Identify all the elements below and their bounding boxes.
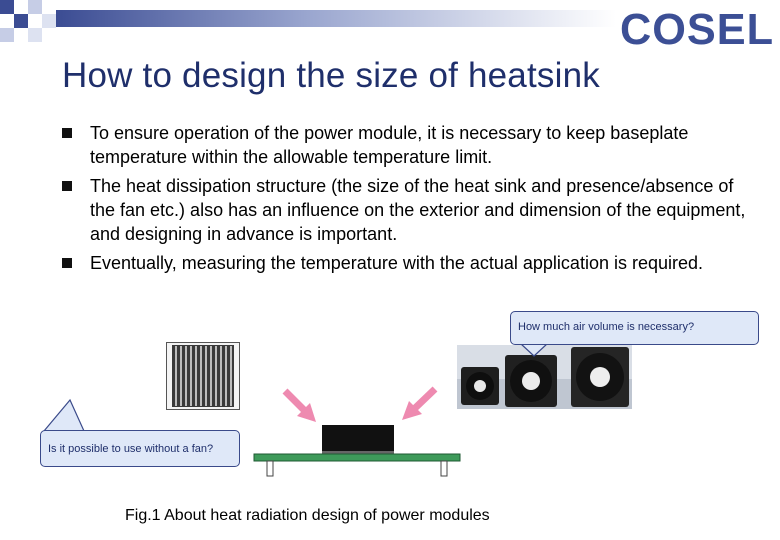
slide-title: How to design the size of heatsink	[62, 56, 600, 95]
svg-text:COSEL: COSEL	[620, 5, 774, 52]
bullet-marker	[62, 181, 72, 191]
figure-caption: Fig.1 About heat radiation design of power modules	[125, 507, 490, 524]
callout-pointer	[40, 398, 90, 432]
bullet-text: To ensure operation of the power module, it is necessary to keep baseplate temperature within the allowable temperature limit.	[90, 123, 689, 167]
bullet-marker	[62, 258, 72, 268]
cosel-logo	[618, 4, 776, 52]
power-module-diagram	[252, 424, 462, 478]
callout-air-volume: How much air volume is necessary?	[510, 311, 759, 345]
heatsink-image	[166, 342, 240, 410]
bullet-text: The heat dissipation structure (the size of the heat sink and presence/absence of the fan etc.) also has an influence on the exterior and dimension of the equipment, and designing in advance is important.	[90, 176, 746, 244]
bullet-text: Eventually, measuring the temperature with the actual application is required.	[90, 253, 704, 273]
callout-without-fan: Is it possible to use without a fan?	[40, 430, 240, 467]
airflow-arrow-icon	[282, 388, 318, 424]
callout-pointer	[520, 343, 560, 357]
airflow-arrow-icon	[400, 386, 438, 422]
bullet-marker	[62, 128, 72, 138]
